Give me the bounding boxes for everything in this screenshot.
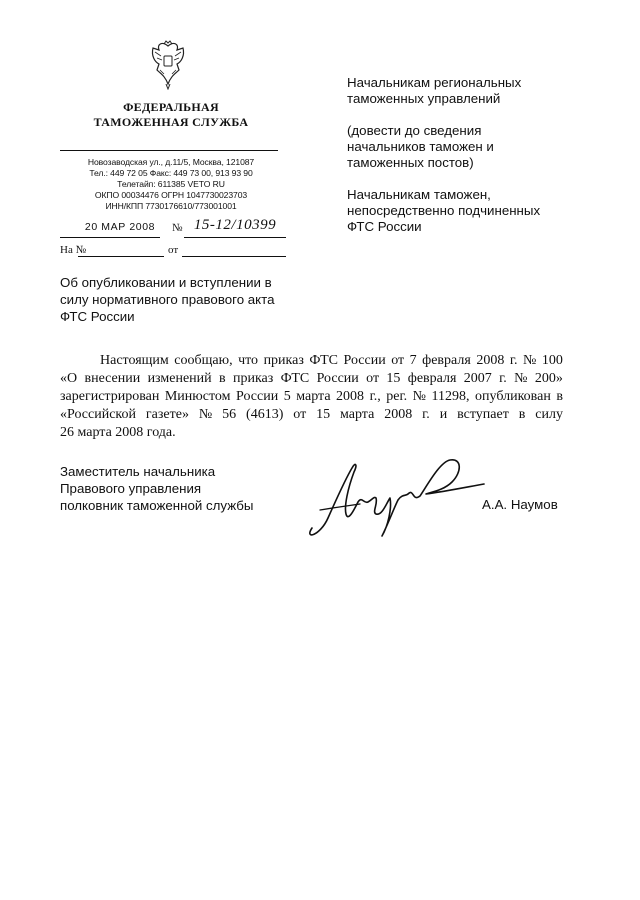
body-word: приказ (232, 371, 274, 386)
body-word: «О (60, 371, 78, 386)
body-word: внесении (84, 371, 141, 386)
org-name-line: ФЕДЕРАЛЬНАЯ (123, 100, 219, 114)
addressee-note-line: таможенных постов) (347, 155, 474, 170)
letter-subject (60, 274, 300, 325)
signer-title-line: Заместитель начальника (60, 464, 216, 479)
body-word: ФТС (309, 353, 338, 368)
addressee-note-line: (довести до сведения (347, 123, 482, 138)
body-line (60, 370, 563, 388)
body-word: 15 (386, 371, 401, 386)
body-word: года. (146, 425, 176, 440)
registration-number: 15-12/10399 (193, 217, 277, 233)
body-word: «Российской (60, 407, 136, 422)
reply-date-label: от (168, 244, 179, 256)
addressee-line: Начальникам таможен, (347, 187, 491, 202)
coat-of-arms-emblem (149, 40, 187, 90)
body-word: г., (369, 389, 381, 404)
signer-title-line: Правового управления (60, 481, 202, 496)
body-word: февраля (407, 371, 457, 386)
number-underline (184, 237, 286, 238)
inn-kpp-line: ИНН/КПП 7730176610/773001001 (105, 201, 237, 211)
body-word: 5 (283, 389, 291, 404)
body-line (60, 424, 563, 442)
body-word: 2007 (463, 371, 492, 386)
addressee-line: ФТС России (347, 219, 422, 234)
okpo-ogrn-line: ОКПО 00034476 ОГРН 1047730023703 (94, 190, 248, 200)
body-word: Настоящим (100, 353, 169, 368)
body-word: что (238, 353, 259, 368)
body-word: России (236, 389, 279, 404)
contact-details (66, 157, 276, 212)
body-word: марта (296, 389, 331, 404)
date-underline (60, 237, 160, 238)
addressee-note-line: начальников таможен и (347, 139, 494, 154)
subject-line: ФТС России (60, 309, 135, 324)
body-word: от (391, 353, 405, 368)
body-word: 100 (541, 353, 563, 368)
body-word: 2008 (115, 425, 147, 440)
body-word: ФТС (280, 371, 310, 386)
body-word: вступает (457, 407, 509, 422)
body-word: марта (77, 425, 116, 440)
number-label: № (172, 222, 183, 234)
body-word: сообщаю, (174, 353, 233, 368)
body-word: от (293, 407, 307, 422)
body-word: 56 (222, 407, 237, 422)
body-word: опубликован (475, 389, 551, 404)
body-word: России (343, 353, 386, 368)
body-word: 2008 (336, 389, 365, 404)
registration-line (60, 219, 286, 241)
body-word: 15 (316, 407, 331, 422)
body-word: рег. (386, 389, 408, 404)
subject-line: Об опубликовании и вступлении в (60, 275, 272, 290)
body-word: 7 (409, 353, 417, 368)
organization-name (76, 100, 266, 130)
body-word: зарегистрирован (60, 389, 160, 404)
body-word: г. (422, 407, 430, 422)
body-word: февраля (422, 353, 471, 368)
body-word: и (439, 407, 448, 422)
body-word: изменений (147, 371, 212, 386)
body-word: в (518, 407, 526, 422)
body-word: Минюстом (164, 389, 231, 404)
body-word: России (316, 371, 359, 386)
registration-date-stamp: 20 МАР 2008 (84, 221, 156, 233)
reply-reference-line (60, 244, 286, 260)
body-line (60, 352, 563, 370)
body-word: № (198, 407, 213, 422)
body-word: 26 (60, 425, 78, 440)
body-word: 200» (534, 371, 563, 386)
body-word: № (522, 353, 537, 368)
teletype-line: Телетайп: 611385 VETO RU (117, 179, 225, 189)
signer-title-line: полковник таможенной службы (60, 498, 254, 513)
addressee-block (347, 75, 617, 235)
body-word: № (514, 371, 528, 386)
body-line (60, 388, 563, 406)
letterhead-divider (60, 150, 278, 151)
address-line: Новозаводская ул., д.11/5, Москва, 121087 (87, 157, 255, 167)
body-word: г. (499, 371, 507, 386)
body-word: от (366, 371, 380, 386)
reply-number-blank (78, 256, 164, 257)
letter-body (60, 352, 563, 442)
body-word: г. (509, 353, 518, 368)
body-word: силу (535, 407, 563, 422)
reply-date-blank (182, 256, 286, 257)
body-word: № (412, 389, 427, 404)
subject-line: силу нормативного правового акта (60, 292, 275, 307)
body-word: 2008 (384, 407, 413, 422)
body-word: в (556, 389, 563, 404)
phone-fax-line: Тел.: 449 72 05 Факс: 449 73 00, 913 93 90 (89, 168, 253, 178)
body-word: марта (340, 407, 375, 422)
org-name-line: ТАМОЖЕННАЯ СЛУЖБА (93, 115, 249, 129)
handwritten-signature (302, 448, 492, 543)
body-word: приказ (263, 353, 304, 368)
body-word: в (219, 371, 226, 386)
body-word: (4613) (246, 407, 284, 422)
body-word: 2008 (476, 353, 505, 368)
reply-number-label: На № (60, 244, 87, 256)
body-word: газете» (145, 407, 189, 422)
signer-name: А.А. Наумов (482, 497, 558, 512)
addressee-line: непосредственно подчиненных (347, 203, 541, 218)
signer-title (60, 463, 280, 514)
body-word: 11298, (431, 389, 470, 404)
addressee-line: таможенных управлений (347, 91, 501, 106)
body-line (60, 406, 563, 424)
addressee-line: Начальникам региональных (347, 75, 522, 90)
